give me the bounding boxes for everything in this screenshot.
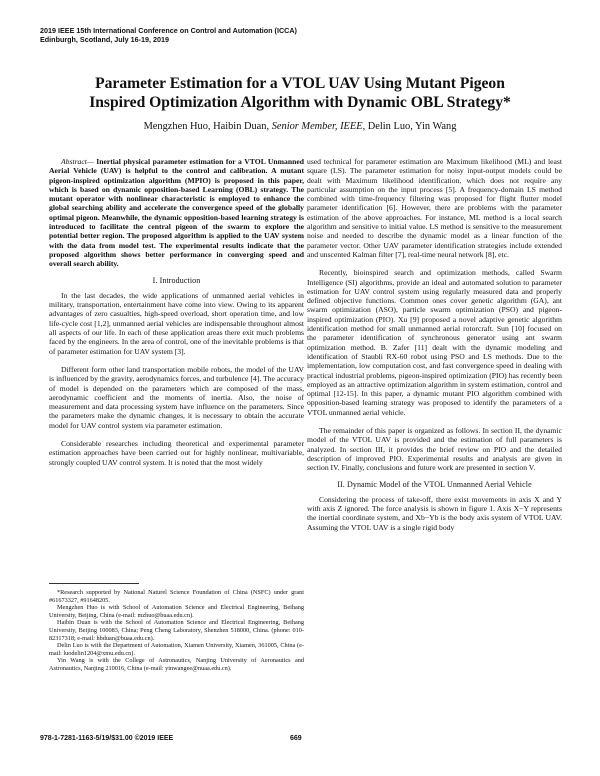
intro-paragraph-4: used technical for parameter estimation are Maximum likelihood (ML) and least square (LS). The parameter estimation for noisy input-output models could be dealt with Maximum likelihood identification, which does not require any particular assumption on the input process [5]. A frequency-domain LS method combined with time-frequency filtering was proposed for flight flutter model parameter identification [6]. However, there are problems with the parameter estimation of the above approaches. For instance, ML method is a local search algorithm and sensitive to initial value. LS method is sensitive to the measurement noise and needed to describe the dynamic model as a linear function of the parameter vector. Other UAV parameter identification strategies include extended and unscented Kalman filter [7], real-time neural network [8], etc. bbox=[307, 157, 562, 259]
title-line-1: Parameter Estimation for a VTOL UAV Using Mutant Pigeon bbox=[95, 75, 505, 92]
intro-paragraph-2: Different form other land transportation mobile robots, the model of the UAV is influenced by the gravity, aerodynamics forces, and turbulence [4]. The accuracy of model is depended on the parameters which are composed of the mass, aerodynamic coefficient and the moments of inertia. Also, the noise of measurement and data processing system have influence on the parameters. Since the parameters make the dynamic changes, it is necessary to obtain the accurate model for UAV control system via parameter estimation. bbox=[49, 364, 304, 430]
left-column bbox=[49, 157, 304, 467]
footer-isbn: 978-1-7281-1163-5/19/$31.00 ©2019 IEEE bbox=[40, 735, 174, 742]
page-number: 669 bbox=[290, 735, 302, 742]
right-column bbox=[307, 157, 562, 532]
abstract-text: Inertial physical parameter estimation for a VTOL Unmanned Aerial Vehicle (UAV) is helpful to the control and calibration. A mutant pigeon-inspired optimization algorithm (MPIO) is proposed in this paper, which is based on dynamic opposition-based Learning (OBL) strategy. The mutant operator with nonlinear characteristic is employed to enhance the global searching ability and accelerate the convergence speed of the globally optimal pigeon. Meanwhile, the dynamic opposition-based learning strategy is introduced to facilitate the central pigeon of the swarm to explore the potential better region. The proposed algorithm is applied to the UAV system with the data from model test. The experimental results indicate that the proposed algorithm shows better performance in converging speed and overall search ability. bbox=[49, 157, 304, 269]
footnote-author-1: Mengzhen Huo is with School of Automation Science and Electrical Engineering, Beihang University, Beijing, China (e-mail: mzhuo@buaa.edu.cn). bbox=[49, 604, 304, 619]
title-line-2: Inspired Optimization Algorithm with Dynamic OBL Strategy* bbox=[89, 94, 511, 111]
model-paragraph-1: Considering the process of take-off, there exist movements in axis X and Y with axis Z ignored. The force analysis is shown in figure 1. Axis X−Y represents the inertial coordinate system, and Xb−Yb is the body axis system of VTOL UAV. Assuming the VTOL UAV is a single rigid body bbox=[307, 494, 562, 532]
section-heading-introduction: I. Introduction bbox=[152, 275, 201, 285]
conference-name: 2019 IEEE 15th International Conference on Control and Automation (ICCA) bbox=[40, 26, 297, 35]
authors-membership: Senior Member, IEEE bbox=[271, 121, 363, 132]
author-list bbox=[40, 121, 560, 132]
footnote-funding: *Research supported by National Naturel Science Foundation of China (NSFC) under grant #61673327, #91648205. bbox=[49, 589, 304, 604]
conference-header bbox=[40, 26, 297, 44]
footnote-rule bbox=[49, 583, 139, 584]
intro-paragraph-5: Recently, bioinspired search and optimization methods, called Swarm Intelligence (SI) algorithms, provide an ideal and automated solution to parameter estimation for UAV control system using regularly measured data and properly defined objective functions. Common ones cover genetic algorithm (GA), ant swarm optimization (ASO), particle swarm optimization (PSO) and pigeon-inspired optimization (PIO). Xu [9] proposed a novel adaptive genetic algorithm identification method for small unmanned aerial rotorcraft. Sun [10] focused on the parameter identification of synchronous generator using ant swarm optimization method. B. Zafer [11] dealt with the dynamic modeling and identification of Staubli RX-60 robot using PSO and LS methods. Due to the implementation, low computation cost, and fast convergence speed in dealing with practical industrial problems, pigeon-inspired optimization (PIO) has recently been employed as an attractive optimization algorithm in system estimation, control and optimal [12-15]. In this paper, a dynamic mutant PIO algorithm combined with opposition-based learning strategy was proposed to identify the parameters of a VTOL unmanned aerial vehicle. bbox=[307, 268, 562, 417]
footnotes bbox=[49, 589, 304, 673]
intro-paragraph-6: The remainder of this paper is organized as follows. In section II, the dynamic model of the VTOL UAV is provided and the estimation of full parameters is analyzed. In section III, it provides the brief review on PIO and the detailed description of improved PIO. Experimental results and analysis are given in section IV. Finally, conclusions and future work are presented in section V. bbox=[307, 426, 562, 473]
footnote-author-4: Yin Wang is with the College of Astronautics, Nanjing University of Aeronautics and Astronautics, Nanjing 210016, China (e-mail: yinwangee@nuaa.edu.cn). bbox=[49, 657, 304, 672]
authors-part-2: , Delin Luo, Yin Wang bbox=[362, 121, 457, 132]
section-heading-dynamic-model: II. Dynamic Model of the VTOL Unmanned Aerial Vehicle bbox=[337, 479, 532, 489]
conference-location: Edinburgh, Scotland, July 16-19, 2019 bbox=[40, 35, 170, 44]
abstract bbox=[49, 157, 304, 269]
intro-paragraph-1: In the last decades, the wide applications of unmanned aerial vehicles in military, transportation, entertainment have come into view. Owing to its apparent advantages of zero casualties, high-speed overload, short operation time, and low life-cycle cost [1,2], unmanned aerial vehicles are indispensable throughout almost all aspects of our life. In each of these application areas there exit much problems faced by the engineers. In the area of control, one of the inevitable problems is that of parameter estimation for UAV system [3]. bbox=[49, 290, 304, 356]
footnote-author-2: Haibin Duan is with the School of Automation Science and Electrical Engineering, Beihang University, Beijing 100083, China; Peng Cheng Laboratory, Shenzhen 518000, China. (phone: 010-82317318; e-mail: hbduan@buaa.edu.cn). bbox=[49, 619, 304, 642]
abstract-label: Abstract— bbox=[61, 157, 94, 166]
footnote-author-3: Delin Luo is with the Department of Automation, Xiamen University, Xiamen, 361005, China (e-mail: luodelin1204@xmu.edu.cn). bbox=[49, 642, 304, 657]
intro-paragraph-3: Considerable researches including theoretical and experimental parameter estimation approaches have been carried out for highly nonlinear, multivariable, strongly coupled UAV control system. It is noted that the most widely bbox=[49, 439, 304, 467]
authors-part-1: Mengzhen Huo, Haibin Duan, bbox=[143, 121, 272, 132]
paper-title bbox=[40, 74, 560, 112]
